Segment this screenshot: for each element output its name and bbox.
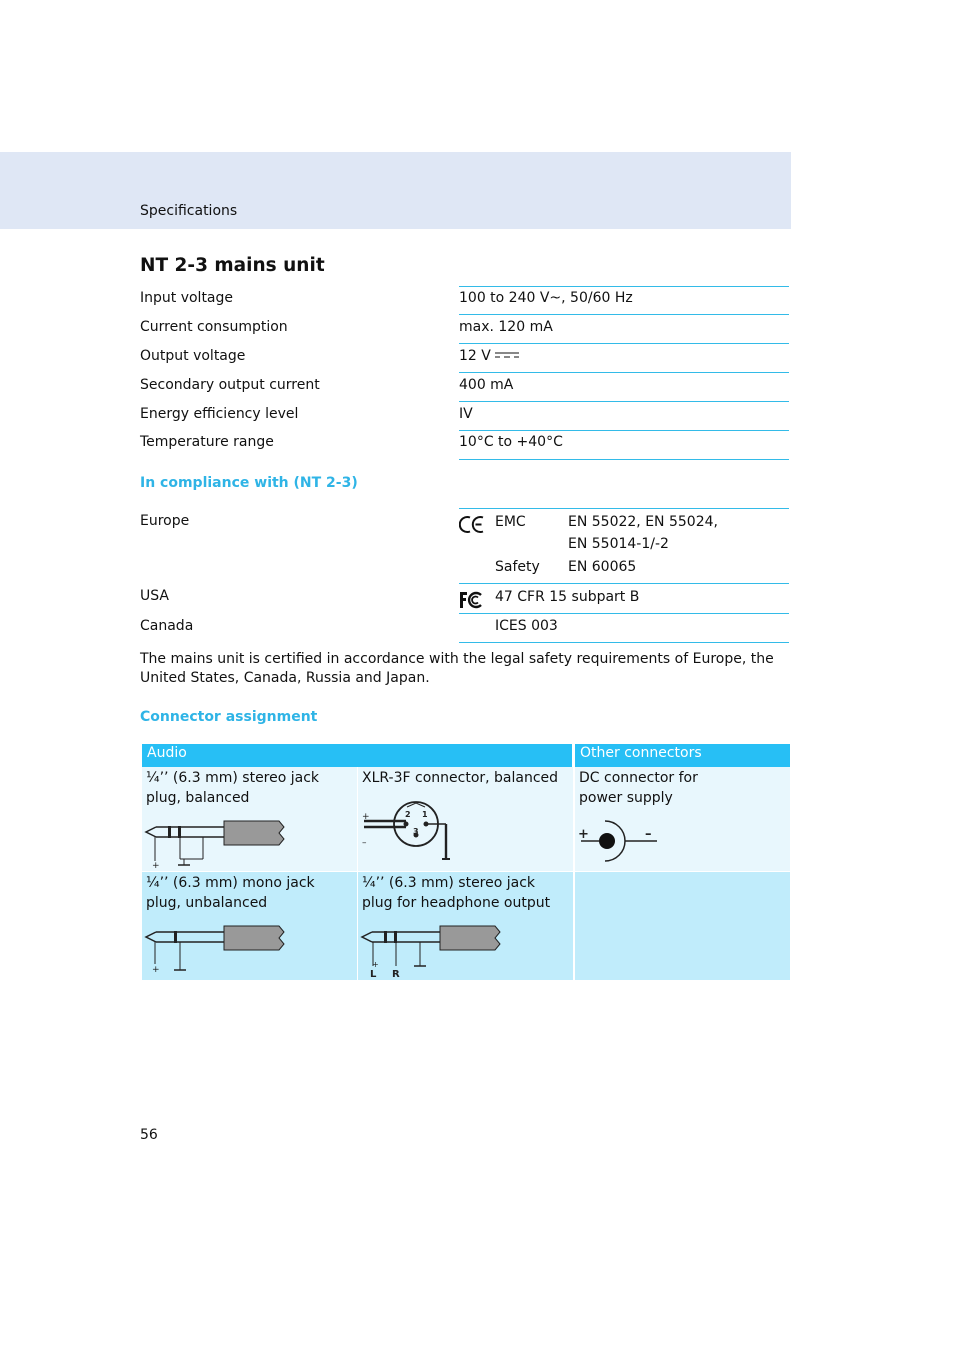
pin-plus-label: + [372,960,379,969]
empty-cell [575,872,790,980]
spec-label: Secondary output current [140,377,320,393]
pin-plus-label: + [152,861,160,871]
compliance-rule [459,613,789,614]
section-label: Specifications [140,203,238,219]
page-number: 56 [140,1127,158,1143]
safety-standard: EN 60065 [568,559,637,575]
spec-label: Input voltage [140,290,234,306]
dc-symbol-icon [495,351,519,359]
spec-label: Temperature range [140,434,274,450]
connector-heading: Connector assignment [140,709,318,725]
spec-label: Output voltage [140,348,246,364]
table-header-other: Other connectors [575,744,790,767]
channel-right-label: R [392,969,400,980]
pin-plus-label: + [578,827,589,842]
pin-minus-label: – [645,827,652,842]
ce-mark-icon [459,515,485,534]
spec-rule [459,372,789,373]
headphone-jack-diagram [358,922,508,980]
spec-value: 10°C to +40°C [459,434,563,450]
compliance-usa-label: USA [140,588,169,604]
certification-note: The mains unit is certified in accordance with the legal safety requirements of Europe, the United States, Canada, Russia and Japan. [140,651,774,686]
table-header-audio: Audio [142,744,572,767]
emc-standards: EN 55022, EN 55024, [568,514,718,530]
stereo-jack-label: ¼’’ (6.3 mm) stereo jack plug, balanced [146,770,320,806]
xlr-pin-label: 1 [422,810,428,819]
compliance-europe-label: Europe [140,513,190,529]
canada-standard: ICES 003 [495,618,558,634]
spec-rule [459,343,789,344]
spec-label: Energy efficiency level [140,406,299,422]
spec-rule [459,286,789,287]
spec-rule [459,314,789,315]
header-band [0,152,791,229]
xlr-pin-label: 3 [413,827,419,836]
usa-standard: 47 CFR 15 subpart B [495,589,640,605]
compliance-rule [459,642,789,643]
compliance-canada-label: Canada [140,618,194,634]
spec-rule [459,459,789,460]
dc-label: DC connector for power supply [579,770,698,806]
spec-value: IV [459,406,473,422]
spec-rule [459,430,789,431]
headphone-jack-label: ¼’’ (6.3 mm) stereo jack plug for headphone output [362,875,551,911]
emc-standards: EN 55014-1/-2 [568,536,669,552]
pin-minus-label: – [362,838,367,848]
xlr-pin-label: 2 [405,810,411,819]
compliance-heading: In compliance with (NT 2-3) [140,475,358,491]
spec-value: 12 V [459,348,491,364]
dc-connector-diagram [575,817,665,865]
safety-label: Safety [495,559,540,575]
spec-value: max. 120 mA [459,319,553,335]
stereo-jack-diagram [142,817,292,871]
spec-value-output-voltage [459,348,519,364]
pin-plus-label: + [362,812,370,822]
spec-value: 400 mA [459,377,514,393]
mono-jack-diagram [142,922,292,976]
xlr-diagram [358,797,468,863]
spec-value: 100 to 240 V~, 50/60 Hz [459,290,633,306]
page-title: NT 2-3 mains unit [140,255,325,276]
compliance-rule [459,583,789,584]
spec-rule [459,401,789,402]
spec-label: Current consumption [140,319,288,335]
emc-label: EMC [495,514,526,530]
compliance-rule [459,508,789,509]
xlr-label: XLR-3F connector, balanced [362,770,559,786]
channel-left-label: L [370,969,377,980]
pin-plus-label: + [152,965,160,975]
mono-jack-label: ¼’’ (6.3 mm) mono jack plug, unbalanced [146,875,315,911]
fcc-mark-icon [459,591,483,609]
